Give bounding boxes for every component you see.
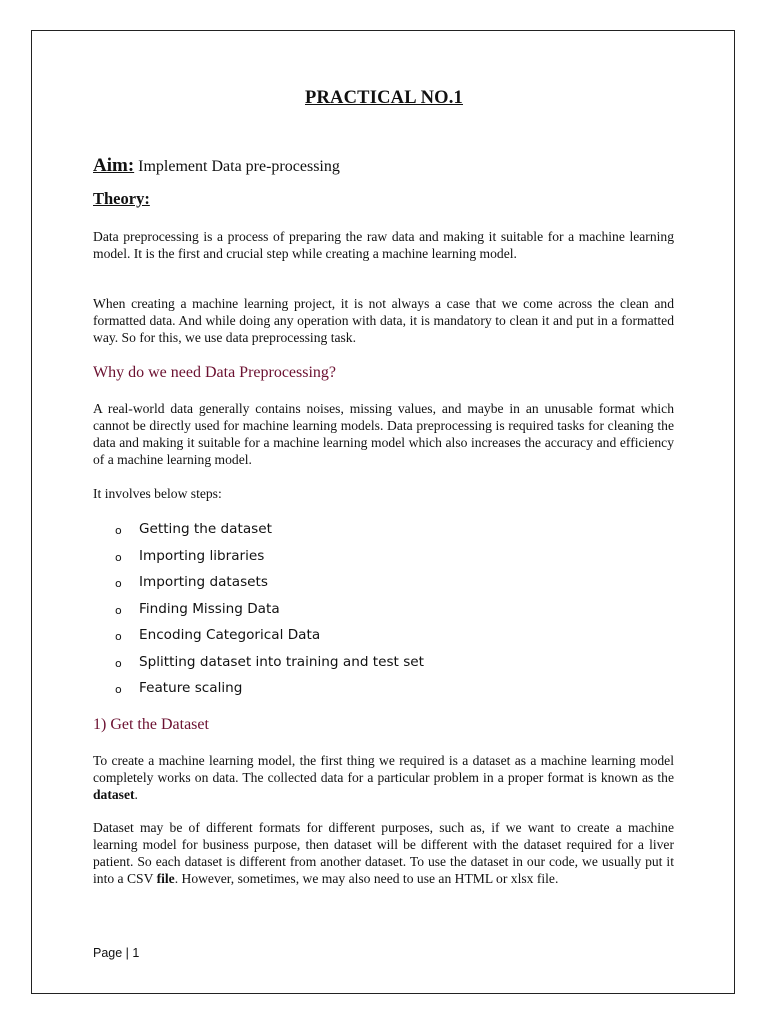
why-heading: Why do we need Data Preprocessing?: [93, 364, 337, 381]
list-item: [115, 571, 424, 598]
section1-p1-end: .: [134, 787, 138, 802]
steps-list: [115, 518, 424, 704]
step-label: Importing libraries: [139, 547, 265, 564]
aim-text: Implement Data pre-processing: [138, 158, 340, 175]
theory-paragraph-1: Data preprocessing is a process of preparing the raw data and making it suitable for a machine learning model. It is the first and crucial step while creating a machine learning model.: [93, 229, 674, 261]
list-item: [115, 598, 424, 625]
step-label: Importing datasets: [139, 574, 268, 590]
section1-p1-bold: dataset: [93, 787, 135, 802]
bullet-icon: o: [115, 656, 122, 670]
bullet-icon: o: [115, 683, 122, 696]
bullet-icon: o: [115, 630, 122, 643]
list-item: [115, 545, 424, 572]
page-title: PRACTICAL NO.1: [304, 88, 463, 108]
bullet-icon: o: [115, 524, 122, 537]
section1-p2-text: Dataset may be of different formats for different purposes, such as, if we want to create a machine learning model for business purpose, then dataset will be different with the dataset required for a liver patient. So each dataset is different from another dataset. To use the dataset in our code, we usually put it into a CSV: [93, 820, 674, 886]
section1-paragraph-1: [93, 752, 674, 803]
aim-label: Aim:: [93, 155, 135, 176]
step-label: Splitting dataset into training and test set: [139, 653, 424, 670]
step-label: Getting the dataset: [139, 521, 272, 537]
list-item: [115, 651, 424, 678]
bullet-icon: o: [115, 577, 122, 590]
theory-heading: Theory:: [93, 189, 150, 208]
section1-p2-end: . However, sometimes, we may also need to use an HTML or xlsx file.: [174, 871, 559, 886]
step-label: Feature scaling: [139, 680, 243, 696]
step-label: Encoding Categorical Data: [139, 627, 321, 643]
why-paragraph-2: It involves below steps:: [93, 486, 222, 501]
bullet-icon: o: [115, 603, 122, 617]
page-number: Page | 1: [93, 946, 140, 960]
section1-p1-text: To create a machine learning model, the first thing we required is a dataset as a machine learning model completely works on data. The collected data for a particular problem in a proper format is known as the: [93, 753, 674, 785]
step-label: Finding Missing Data: [139, 600, 280, 617]
why-paragraph-1: A real-world data generally contains noises, missing values, and maybe in an unusable format which cannot be directly used for machine learning models. Data preprocessing is required tasks for cleaning the data and making it suitable for a machine learning model which also increases the accuracy and efficiency of a machine learning model.: [93, 401, 674, 467]
section1-paragraph-2: [93, 819, 674, 887]
bullet-icon: o: [115, 550, 122, 564]
section1-p2-bold: file: [156, 871, 175, 886]
list-item: [115, 624, 424, 651]
list-item: [115, 518, 424, 545]
list-item: [115, 677, 424, 704]
theory-paragraph-2: When creating a machine learning project, it is not always a case that we come across the clean and formatted data. And while doing any operation with data, it is mandatory to clean it and put in a formatted way. So for this, we use data preprocessing task.: [93, 296, 674, 345]
section1-heading: 1) Get the Dataset: [93, 716, 209, 733]
aim-line: [93, 155, 340, 177]
